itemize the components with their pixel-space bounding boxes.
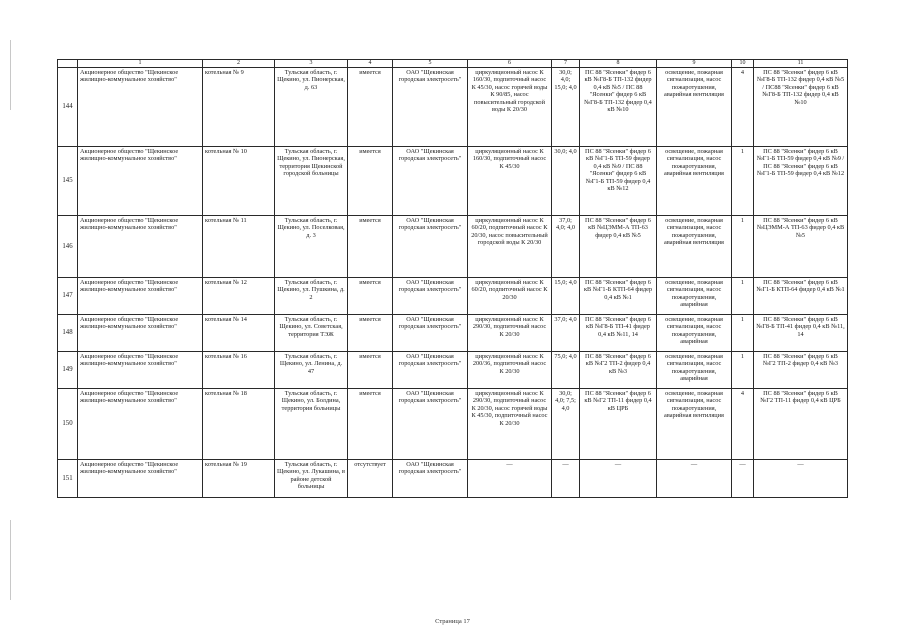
table-row xyxy=(58,147,848,216)
source-cell: — xyxy=(580,460,657,498)
row-number-cell: 146 xyxy=(58,216,78,278)
owner-cell: Акционерное общество "Щекинское жилищно-коммунальное хозяйство" xyxy=(78,68,203,147)
equipment-cell: циркуляционный насос К 60/20, подпиточный насос К 20/30, насос повысительный городской воды К 20/30 xyxy=(468,216,552,278)
availability-cell: отсутствует xyxy=(348,460,393,498)
address-cell: Тульская область, г. Щекино, ул. Ленина, д. 47 xyxy=(275,352,348,389)
table-row xyxy=(58,352,848,389)
header-cell: 1 xyxy=(78,60,203,68)
feed-cell: ПС 88 "Ясенки" фидер 6 кВ №Г2 ТП-2 фидер 0,4 кВ №3 xyxy=(754,352,848,389)
category-cell: 1 xyxy=(732,216,754,278)
owner-cell: Акционерное общество "Щекинское жилищно-коммунальное хозяйство" xyxy=(78,389,203,460)
supplier-cell: ОАО "Щекинская городская электросеть" xyxy=(393,352,468,389)
category-cell: — xyxy=(732,460,754,498)
header-cell: 6 xyxy=(468,60,552,68)
row-number-cell: 149 xyxy=(58,352,78,389)
owner-cell: Акционерное общество "Щекинское жилищно-коммунальное хозяйство" xyxy=(78,278,203,315)
address-cell: Тульская область, г. Щекино, ул. Пионерская, территория Щекинской городской больницы xyxy=(275,147,348,216)
supplier-cell: ОАО "Щекинская городская электросеть" xyxy=(393,68,468,147)
consumers-cell: освещение, пожарная сигнализация, насос пожаротушения, аварийная вентиляция xyxy=(657,147,732,216)
table-row xyxy=(58,278,848,315)
power-cell: 30,0; 4,0; 7,5; 4,0 xyxy=(552,389,580,460)
object-cell: котельная № 14 xyxy=(203,315,275,352)
availability-cell: имеется xyxy=(348,216,393,278)
power-cell: 75,0; 4,0 xyxy=(552,352,580,389)
row-number-cell: 145 xyxy=(58,147,78,216)
power-cell: 37,0; 4,0; 4,0 xyxy=(552,216,580,278)
power-cell: 30,0; 4,0 xyxy=(552,147,580,216)
table-row xyxy=(58,460,848,498)
availability-cell: имеется xyxy=(348,389,393,460)
category-cell: 1 xyxy=(732,315,754,352)
column-number-row xyxy=(58,60,848,68)
feed-cell: — xyxy=(754,460,848,498)
header-cell: 7 xyxy=(552,60,580,68)
availability-cell: имеется xyxy=(348,278,393,315)
supplier-cell: ОАО "Щекинская городская электросеть" xyxy=(393,216,468,278)
equipment-cell: циркуляционный насос К 290/30, подпиточный насос К 20/30, насос горячей воды К 45/30, подпиточный насос К 20/30 xyxy=(468,389,552,460)
feed-cell: ПС 88 "Ясенки" фидер 6 кВ №Г8-Б ТП-41 фидер 0,4 кВ №11, 14 xyxy=(754,315,848,352)
scan-edge-mark xyxy=(10,520,11,600)
consumers-cell: освещение, пожарная сигнализация, насос пожаротушения, аварийная вентиляция xyxy=(657,389,732,460)
object-cell: котельная № 11 xyxy=(203,216,275,278)
availability-cell: имеется xyxy=(348,315,393,352)
power-cell: 37,0; 4,0 xyxy=(552,315,580,352)
header-cell: 5 xyxy=(393,60,468,68)
category-cell: 4 xyxy=(732,68,754,147)
availability-cell: имеется xyxy=(348,352,393,389)
source-cell: ПС 88 "Ясенки" фидер 6 кВ №Г1-Б ТП-59 фидер 0,4 кВ №9 / ПС 88 "Ясенки" фидер 6 кВ №Г1-Б ТП-59 фидер 0,4 кВ №12 xyxy=(580,147,657,216)
feed-cell: ПС 88 "Ясенки" фидер 6 кВ №Г2 ТП-11 фидер 0,4 кВ ЦРБ xyxy=(754,389,848,460)
equipment-cell: циркуляционный насос К 60/20, подпиточный насос К 20/30 xyxy=(468,278,552,315)
equipment-cell: циркуляционный насос К 290/30, подпиточный насос К 20/30 xyxy=(468,315,552,352)
address-cell: Тульская область, г. Щекино, ул. Пионерская, д. 63 xyxy=(275,68,348,147)
supplier-cell: ОАО "Щекинская городская электросеть" xyxy=(393,147,468,216)
object-cell: котельная № 9 xyxy=(203,68,275,147)
category-cell: 4 xyxy=(732,389,754,460)
header-cell: 11 xyxy=(754,60,848,68)
source-cell: ПС 88 "Ясенки" фидер 6 кВ №Г2 ТП-2 фидер 0,4 кВ №3 xyxy=(580,352,657,389)
availability-cell: имеется xyxy=(348,68,393,147)
supplier-cell: ОАО "Щекинская городская электросеть" xyxy=(393,315,468,352)
table-row xyxy=(58,68,848,147)
source-cell: ПС 88 "Ясенки" фидер 6 кВ №ЦЭММ-А ТП-63 фидер 0,4 кВ №5 xyxy=(580,216,657,278)
address-cell: Тульская область, г. Щекино, ул. Поселковая, д. 3 xyxy=(275,216,348,278)
owner-cell: Акционерное общество "Щекинское жилищно-коммунальное хозяйство" xyxy=(78,460,203,498)
source-cell: ПС 88 "Ясенки" фидер 6 кВ №Г2 ТП-11 фидер 0,4 кВ ЦРБ xyxy=(580,389,657,460)
object-cell: котельная № 19 xyxy=(203,460,275,498)
row-number-cell: 144 xyxy=(58,68,78,147)
power-cell: 30,0; 4,0; 15,0; 4,0 xyxy=(552,68,580,147)
scan-edge-mark xyxy=(10,40,11,110)
source-cell: ПС 88 "Ясенки" фидер 6 кВ №Г8-Б ТП-132 фидер 0,4 кВ №5 / ПС 88 "Ясенки" фидер 6 кВ №Г8-Б ТП-132 фидер 0,4 кВ №10 xyxy=(580,68,657,147)
page-number: Страница 17 xyxy=(435,618,470,625)
header-cell: 4 xyxy=(348,60,393,68)
header-cell: 10 xyxy=(732,60,754,68)
feed-cell: ПС 88 "Ясенки" фидер 6 кВ №ЦЭММ-А ТП-63 фидер 0,4 кВ №5 xyxy=(754,216,848,278)
table-row xyxy=(58,389,848,460)
owner-cell: Акционерное общество "Щекинское жилищно-коммунальное хозяйство" xyxy=(78,147,203,216)
header-cell: 2 xyxy=(203,60,275,68)
row-number-cell: 150 xyxy=(58,389,78,460)
object-cell: котельная № 12 xyxy=(203,278,275,315)
row-number-cell: 148 xyxy=(58,315,78,352)
availability-cell: имеется xyxy=(348,147,393,216)
feed-cell: ПС 88 "Ясенки" фидер 6 кВ №Г1-Б ТП-59 фидер 0,4 кВ №9 / ПС 88 "Ясенки" фидер 6 кВ №Г1-Б ТП-59 фидер 0,4 кВ №12 xyxy=(754,147,848,216)
consumers-cell: освещение, пожарная сигнализация, насос пожаротушения, аварийная xyxy=(657,352,732,389)
consumers-cell: освещение, пожарная сигнализация, насос пожаротушения, аварийная xyxy=(657,278,732,315)
supplier-cell: ОАО "Щекинская городская электросеть" xyxy=(393,278,468,315)
power-cell: — xyxy=(552,460,580,498)
power-supply-register-table xyxy=(57,59,848,498)
equipment-cell: циркуляционный насос К 160/30, подпиточный насос К 45/30 xyxy=(468,147,552,216)
object-cell: котельная № 10 xyxy=(203,147,275,216)
table-row xyxy=(58,315,848,352)
object-cell: котельная № 18 xyxy=(203,389,275,460)
category-cell: 1 xyxy=(732,278,754,315)
row-number-cell: 147 xyxy=(58,278,78,315)
consumers-cell: освещение, пожарная сигнализация, насос пожаротушения, аварийная вентиляция xyxy=(657,68,732,147)
source-cell: ПС 88 "Ясенки" фидер 6 кВ №Г8-Б ТП-41 фидер 0,4 кВ №11, 14 xyxy=(580,315,657,352)
row-number-cell: 151 xyxy=(58,460,78,498)
table-row xyxy=(58,216,848,278)
table-body xyxy=(58,60,848,498)
source-cell: ПС 88 "Ясенки" фидер 6 кВ №Г1-Б КТП-64 фидер 0,4 кВ №1 xyxy=(580,278,657,315)
supplier-cell: ОАО "Щекинская городская электросеть" xyxy=(393,389,468,460)
header-cell xyxy=(58,60,78,68)
owner-cell: Акционерное общество "Щекинское жилищно-коммунальное хозяйство" xyxy=(78,315,203,352)
header-cell: 3 xyxy=(275,60,348,68)
power-cell: 15,0; 4,0 xyxy=(552,278,580,315)
consumers-cell: освещение, пожарная сигнализация, насос пожаротушения, аварийная вентиляция xyxy=(657,216,732,278)
address-cell: Тульская область, г. Щекино, ул. Советская, территория ТЭЖ xyxy=(275,315,348,352)
header-cell: 8 xyxy=(580,60,657,68)
category-cell: 1 xyxy=(732,147,754,216)
equipment-cell: циркуляционный насос К 160/30, подпиточный насос К 45/30, насос горячей воды К 90/85, насос повысительный городской воды К 20/30 xyxy=(468,68,552,147)
equipment-cell: циркуляционный насос К 200/36, подпиточный насос К 20/30 xyxy=(468,352,552,389)
owner-cell: Акционерное общество "Щекинское жилищно-коммунальное хозяйство" xyxy=(78,216,203,278)
feed-cell: ПС 88 "Ясенки" фидер 6 кВ №Г8-Б ТП-132 фидер 0,4 кВ №5 / ПС88 "Ясенки" фидер 6 кВ №Г8-Б ТП-132 фидер 0,4 кВ №10 xyxy=(754,68,848,147)
address-cell: Тульская область, г. Щекино, ул. Болдина, территория больницы xyxy=(275,389,348,460)
equipment-cell: — xyxy=(468,460,552,498)
consumers-cell: — xyxy=(657,460,732,498)
address-cell: Тульская область, г. Щекино, ул. Пушкина, д. 2 xyxy=(275,278,348,315)
category-cell: 1 xyxy=(732,352,754,389)
consumers-cell: освещение, пожарная сигнализация, насос пожаротушения, аварийная xyxy=(657,315,732,352)
address-cell: Тульская область, г. Щекино, ул. Лукашина, в районе детской больницы xyxy=(275,460,348,498)
supplier-cell: ОАО "Щекинская городская электросеть" xyxy=(393,460,468,498)
header-cell: 9 xyxy=(657,60,732,68)
feed-cell: ПС 88 "Ясенки" фидер 6 кВ №Г1-Б КТП-64 фидер 0,4 кВ №1 xyxy=(754,278,848,315)
owner-cell: Акционерное общество "Щекинское жилищно-коммунальное хозяйство" xyxy=(78,352,203,389)
object-cell: котельная № 16 xyxy=(203,352,275,389)
